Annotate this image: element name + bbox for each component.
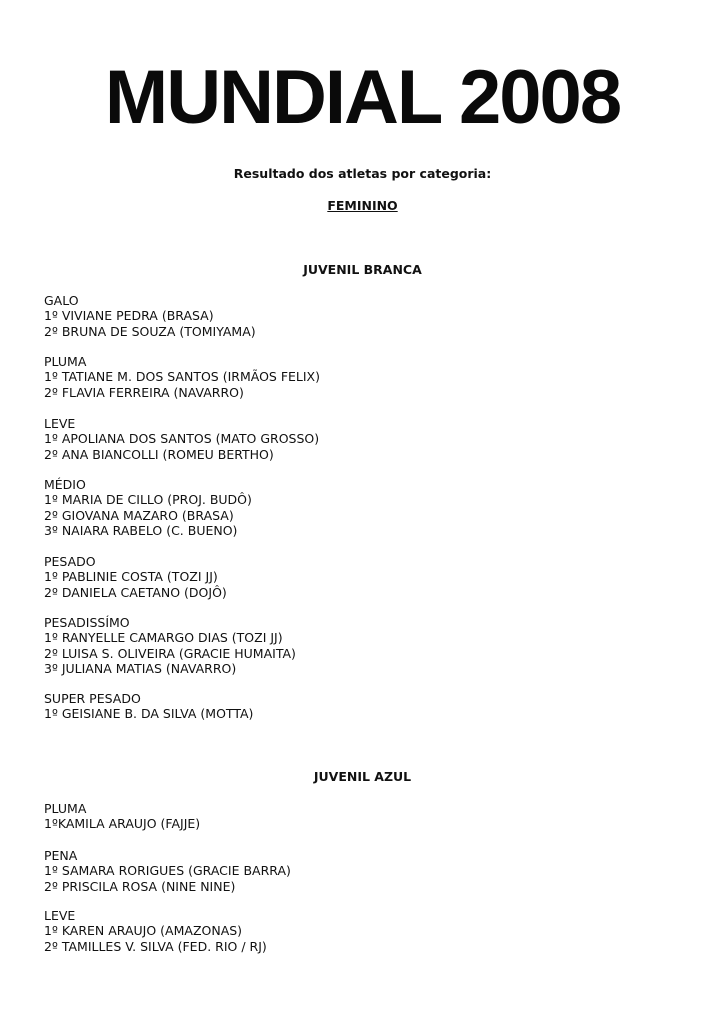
result-line: 2º TAMILLES V. SILVA (FED. RIO / RJ) (44, 938, 267, 954)
result-line: 3º JULIANA MATIAS (NAVARRO) (44, 661, 237, 677)
category-medio (44, 477, 644, 539)
category-pluma (44, 354, 644, 400)
result-line: 1º APOLIANA DOS SANTOS (MATO GROSSO) (44, 431, 320, 447)
result-line: 1º GEISIANE B. DA SILVA (MOTTA) (44, 706, 254, 722)
category-leve (44, 416, 644, 462)
section-heading-juvenil-branca: JUVENIL BRANCA (303, 262, 422, 277)
category-name: LEVE (44, 416, 76, 431)
gender-heading: FEMININO (327, 198, 398, 213)
subtitle: Resultado dos atletas por categoria: (233, 166, 492, 181)
result-line: 1º MARIA DE CILLO (PROJ. BUDÔ) (44, 492, 252, 508)
category-name: PLUMA (44, 801, 87, 816)
result-line: 1º PABLINIE COSTA (TOZI JJ) (44, 569, 218, 585)
result-line: 1º SAMARA RORIGUES (GRACIE BARRA) (44, 863, 291, 879)
category-pena (44, 848, 644, 894)
category-galo (44, 293, 644, 339)
category-pesado (44, 554, 644, 600)
category-name: PLUMA (44, 354, 87, 369)
result-line: 2º LUISA S. OLIVEIRA (GRACIE HUMAITA) (44, 645, 296, 661)
result-line: 2º ANA BIANCOLLI (ROMEU BERTHO) (44, 446, 274, 462)
page-title: MUNDIAL 2008 (104, 55, 621, 140)
category-pesadissimo (44, 615, 644, 677)
category-pluma-azul (44, 801, 644, 832)
category-name: SUPER PESADO (44, 691, 141, 706)
result-line: 1º RANYELLE CAMARGO DIAS (TOZI JJ) (44, 630, 283, 646)
category-super-pesado (44, 691, 644, 722)
result-line: 1º TATIANE M. DOS SANTOS (IRMÃOS FELIX) (44, 369, 321, 385)
category-name: GALO (44, 293, 79, 308)
result-line: 2º DANIELA CAETANO (DOJÔ) (44, 584, 227, 600)
category-name: PESADISSÍMO (44, 615, 130, 630)
result-line: 2º PRISCILA ROSA (NINE NINE) (44, 878, 236, 894)
category-name: PESADO (44, 554, 96, 569)
category-name: MÉDIO (44, 477, 86, 492)
category-leve-azul (44, 908, 644, 954)
section-heading-juvenil-azul: JUVENIL AZUL (313, 769, 412, 784)
category-name: LEVE (44, 908, 76, 923)
result-line: 3º NAIARA RABELO (C. BUENO) (44, 523, 238, 539)
category-name: PENA (44, 848, 78, 863)
result-line: 2º FLAVIA FERREIRA (NAVARRO) (44, 384, 244, 400)
result-line: 1º VIVIANE PEDRA (BRASA) (44, 308, 214, 324)
result-line: 1ºKAMILA ARAUJO (FAJJE) (44, 816, 201, 832)
result-line: 2º BRUNA DE SOUZA (TOMIYAMA) (44, 323, 256, 339)
result-line: 1º KAREN ARAUJO (AMAZONAS) (44, 923, 243, 939)
result-line: 2º GIOVANA MAZARO (BRASA) (44, 507, 234, 523)
